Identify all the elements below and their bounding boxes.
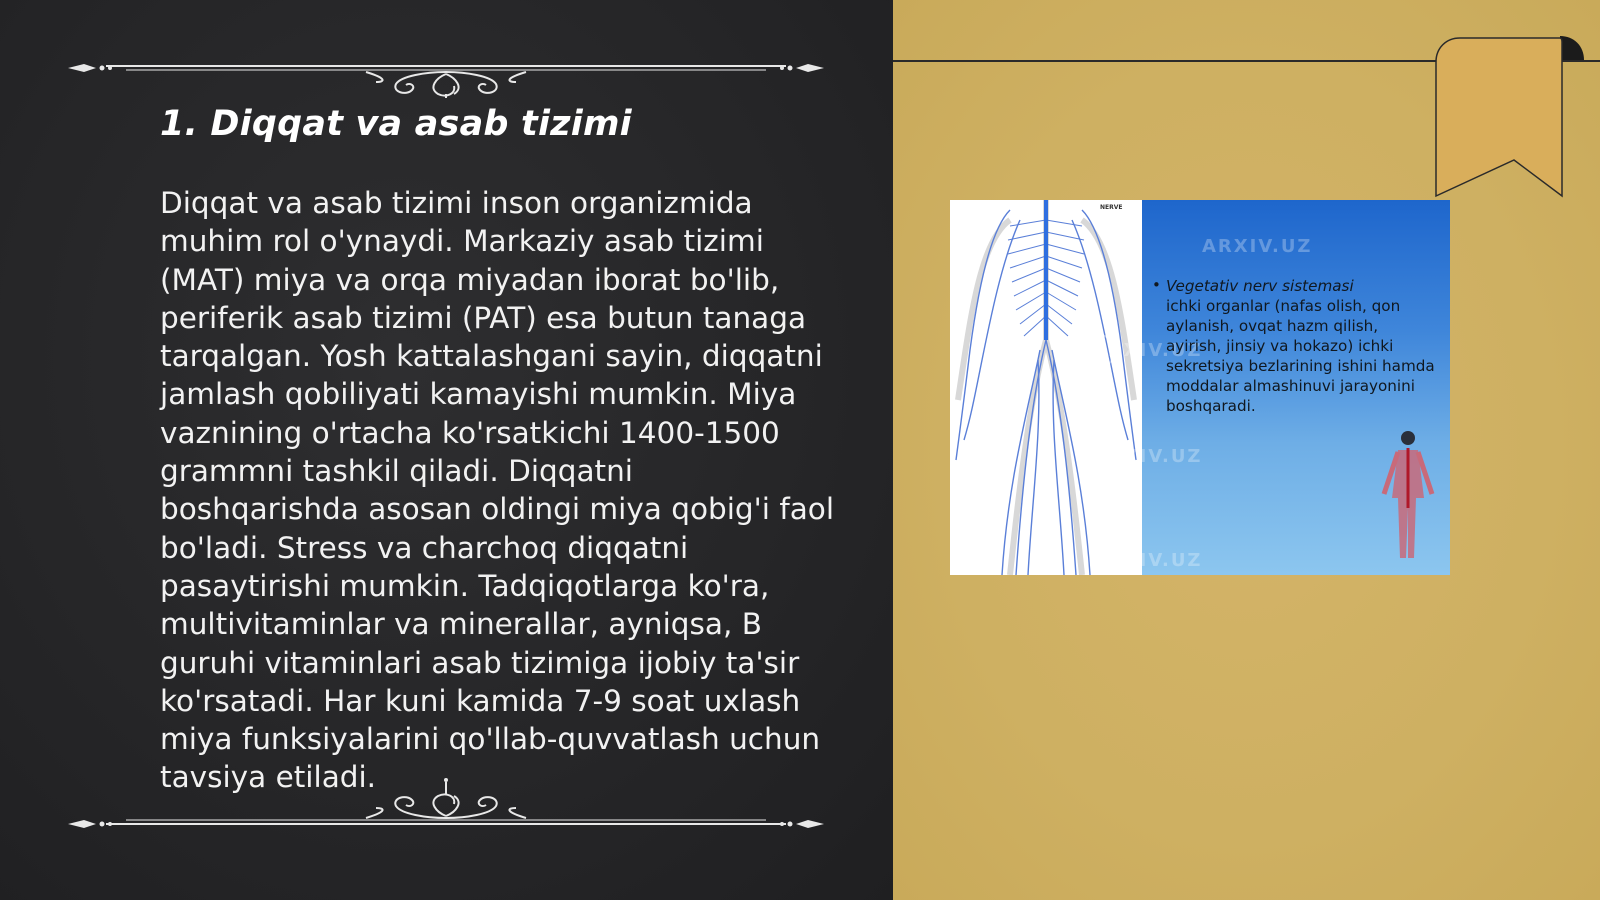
bookmark-ribbon-icon: [1434, 36, 1584, 201]
nerve-label: NERVE: [1100, 204, 1123, 211]
watermark-text: ARXIV.UZ: [1092, 340, 1203, 361]
human-nerve-diagram-icon: [950, 200, 1142, 575]
human-body-figure-icon: [1368, 428, 1448, 568]
watermark-text: ARXIV.UZ: [1092, 446, 1203, 467]
ornament-divider-top: [66, 38, 826, 98]
watermark-text: ARXIV.UZ: [1092, 550, 1203, 571]
caption-italic-term: Vegetativ nerv sistemasi: [1166, 277, 1354, 295]
nerve-anatomy-illustration: [950, 200, 1142, 575]
figure-caption-text: [1166, 276, 1436, 416]
slide-title: 1. Diqqat va asab tizimi: [160, 104, 632, 144]
ornament-divider-bottom: [66, 772, 826, 832]
bullet-icon: •: [1152, 276, 1161, 294]
nervous-system-figure: [950, 200, 1450, 575]
watermark-text: ARXIV.UZ: [1202, 236, 1313, 257]
caption-description: ichki organlar (nafas olish, qon aylanish, ovqat hazm qilish, ayirish, jinsiy va hokazo) ichki sekretsiya bezlarining ishini hamda moddalar almashinuvi jarayonini boshqaradi.: [1166, 297, 1435, 415]
slide-body-text: Diqqat va asab tizimi inson organizmida muhim rol o'ynaydi. Markaziy asab tizimi (MAT) miya va orqa miyadan iborat bo'lib, periferik asab tizimi (PAT) esa butun tanaga tarqalgan. Yosh kattalashgani sayin, diqqatni jamlash qobiliyati kamayishi mumkin. Miya vaznining o'rtacha ko'rsatkichi 1400-1500 grammni tashkil qiladi. Diqqatni boshqarishda asosan oldingi miya qobig'i faol bo'ladi. Stress va charchoq diqqatni pasaytirishi mumkin. Tadqiqotlarga ko'ra, multivitaminlar va minerallar, ayniqsa, B guruhi vitaminlari asab tizimiga ijobiy ta'sir ko'rsatadi. Har kuni kamida 7-9 soat uxlash miya funksiyalarini qo'llab-quvvatlash uchun tavsiya etiladi.: [160, 186, 835, 795]
